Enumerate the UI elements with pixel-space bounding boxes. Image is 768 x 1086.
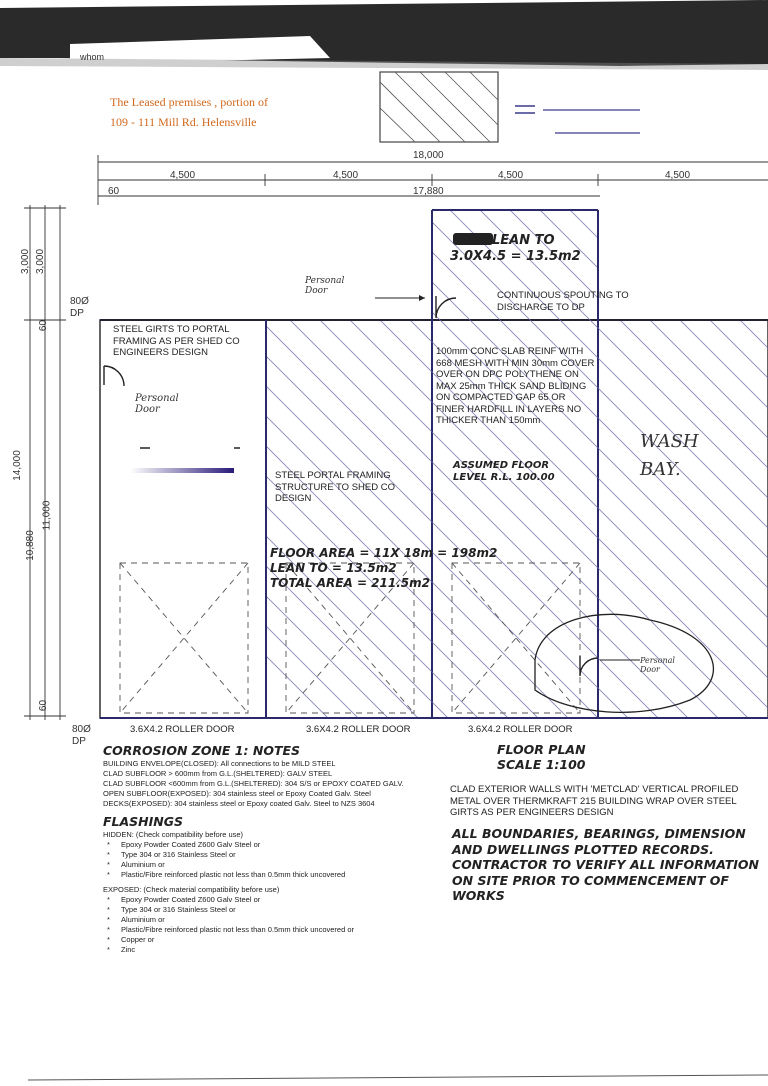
exposed-item: * Type 304 or 316 Stainless Steel or <box>103 905 423 915</box>
lean-to-area: LEAN TO = 13.5m2 <box>270 561 397 575</box>
dim-v-11000: 11,000 <box>41 500 53 531</box>
dim-bay-4: 4,500 <box>665 170 691 181</box>
lean-to-calc: 3.0X4.5 = 13.5m2 <box>450 249 581 264</box>
hidden-item: * Aluminium or <box>103 860 423 870</box>
disclaimer-note: ALL BOUNDARIES, BEARINGS, DIMENSION AND DWELLINGS PLOTTED RECORDS. CONTRACTOR TO VERIFY ALL INFORMATION ON SITE PRIOR TO COMMENCEMENT OF WORKS <box>452 826 759 903</box>
dim-v-3000-b: 3,000 <box>35 248 47 275</box>
dim-overall: 18,000 <box>413 150 444 161</box>
hidden-item: * Plastic/Fibre reinforced plastic not less than 0.5mm thick uncovered <box>103 870 423 880</box>
personal-door-label-top: Personal Door <box>305 276 345 296</box>
slab-note: 100mm CONC SLAB REINF WITH 668 MESH WITH MIN 30mm COVER OVER ON DPC POLYTHENE ON MAX 25mm THICK SAND BLIDING ON COMPACTED GAP 65 OR FINER HARDFILL IN LAYERS NO THICKER THAN 150mm <box>436 346 595 426</box>
exposed-title: EXPOSED: (Check material compatibility before use) <box>103 885 280 894</box>
total-area: TOTAL AREA = 211.5m2 <box>270 576 430 590</box>
roller-door-2: 3.6X4.2 ROLLER DOOR <box>306 724 411 735</box>
dp-bottom-label: DP <box>72 736 86 747</box>
exposed-item: * Epoxy Powder Coated Z600 Galv Steel or <box>103 895 423 905</box>
dim-v-10880: 10,880 <box>24 530 36 561</box>
dim-bay-3: 4,500 <box>498 170 524 181</box>
lean-to-title: LEAN TO <box>492 233 555 248</box>
corrosion-heading: CORROSION ZONE 1: NOTES <box>103 743 301 758</box>
premises-address: 109 - 111 Mill Rd. Helensville <box>110 115 257 129</box>
flashings-hidden <box>103 830 423 880</box>
dim-bay-2: 4,500 <box>333 170 359 181</box>
dim-v-60-bottom: 60 <box>38 699 50 712</box>
corrosion-line: CLAD SUBFLOOR <600mm from G.L.(SHELTERED): 304 S/S or EPOXY COATED GALV. <box>103 779 404 788</box>
premises-title: The Leased premises , portion of <box>110 95 268 109</box>
dim-v-60-top: 60 <box>38 319 50 332</box>
roller-door-3: 3.6X4.2 ROLLER DOOR <box>468 724 573 735</box>
hidden-item: * Type 304 or 316 Stainless Steel or <box>103 850 423 860</box>
dim-inner: 17,880 <box>413 186 444 197</box>
dim-offset: 60 <box>108 186 120 197</box>
corrosion-line: BUILDING ENVELOPE(CLOSED): All connections to be MILD STEEL <box>103 759 336 768</box>
corrosion-line: DECKS(EXPOSED): 304 stainless steel or Epoxy coated Galv. Steel to NZS 3604 <box>103 799 375 808</box>
dp-top-size: 80Ø <box>70 296 89 307</box>
flashings-exposed <box>103 885 423 955</box>
corrosion-notes <box>103 759 443 809</box>
hidden-item: * Epoxy Powder Coated Z600 Galv Steel or <box>103 840 423 850</box>
corrosion-line: OPEN SUBFLOOR(EXPOSED): 304 stainless steel or Epoxy Coated Galv. Steel <box>103 789 371 798</box>
exposed-item: * Copper or <box>103 935 423 945</box>
dim-v-14000: 14,000 <box>11 450 23 481</box>
dp-bottom-size: 80Ø <box>72 724 91 735</box>
floor-plan-title: FLOOR PLAN <box>497 742 586 757</box>
corrosion-line: CLAD SUBFLOOR > 600mm from G.L.(SHELTERED): GALV STEEL <box>103 769 333 778</box>
floor-area: FLOOR AREA = 11X 18m = 198m2 <box>270 546 498 560</box>
roller-door-1: 3.6X4.2 ROLLER DOOR <box>130 724 235 735</box>
portal-note: STEEL PORTAL FRAMING STRUCTURE TO SHED CO DESIGN <box>275 470 395 504</box>
girts-note: STEEL GIRTS TO PORTAL FRAMING AS PER SHED CO ENGINEERS DESIGN <box>113 324 240 358</box>
personal-door-label-right: Personal Door <box>640 656 675 674</box>
scan-fragment-text: whom <box>80 52 105 62</box>
dp-top-label: DP <box>70 308 84 319</box>
cladding-note: CLAD EXTERIOR WALLS WITH 'METCLAD' VERTICAL PROFILED METAL OVER THERMKRAFT 215 BUILDING WRAP OVER STEEL GIRTS AS PER ENGINEERS DESIGN <box>450 784 739 818</box>
dim-bay-1: 4,500 <box>170 170 196 181</box>
exposed-item: * Zinc <box>103 945 423 955</box>
hidden-title: HIDDEN: (Check compatibility before use) <box>103 830 244 839</box>
floor-level-note: ASSUMED FLOOR LEVEL R.L. 100.00 <box>453 460 555 483</box>
dim-v-3000-a: 3,000 <box>20 248 32 275</box>
exposed-item: * Plastic/Fibre reinforced plastic not less than 0.5mm thick uncovered or <box>103 925 423 935</box>
spouting-note: CONTINUOUS SPOUTING TO DISCHARGE TO DP <box>497 290 629 313</box>
exposed-item: * Aluminium or <box>103 915 423 925</box>
floor-plan-scale: SCALE 1:100 <box>497 757 586 772</box>
flashings-heading: FLASHINGS <box>103 814 184 829</box>
personal-door-label-left: Personal Door <box>135 393 179 415</box>
wash-bay-label: WASH BAY. <box>640 431 699 480</box>
